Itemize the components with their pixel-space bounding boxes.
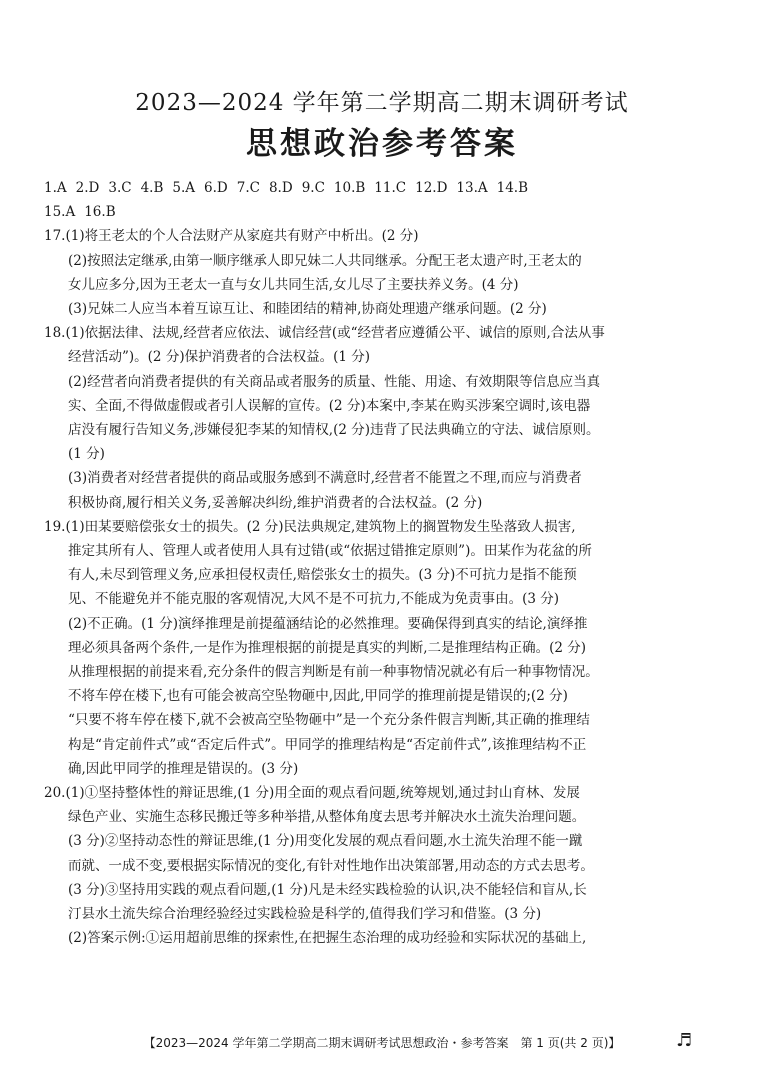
answer-line: 理必须具备两个条件,一是作为推理根据的前提是真实的判断,二是推理结构正确。(2 分) [68, 639, 586, 656]
question-19-answer [44, 515, 724, 781]
answer-line: (3)兄妹二人应当本着互谅互让、和睦团结的精神,协商处理遗产继承问题。(2 分) [68, 301, 547, 318]
page-footer: 【2023—2024 学年第二学期高二期末调研考试思想政治・参考答案 第 1 页(共 2 页)】 [143, 1036, 621, 1050]
answer-line: 实、全面,不得做虚假或者引人误解的宣传。(2 分)本案中,李某在购买涉案空调时,该电器 [68, 397, 591, 414]
answer-line: (2)经营者向消费者提供的有关商品或者服务的质量、性能、用途、有效期限等信息应当真 [68, 373, 601, 390]
answer-line: (2)不正确。(1 分)演绎推理是前提蕴涵结论的必然推理。要确保得到真实的结论,演绎推 [68, 615, 588, 632]
multiple-choice-answers [44, 176, 724, 224]
choice-answer: 16.B [84, 204, 116, 221]
choice-answer: 2.D [75, 180, 100, 196]
answer-line: 19.(1)田某要赔偿张女士的损失。(2 分)民法典规定,建筑物上的搁置物发生坠落致人损害, [44, 518, 576, 535]
answer-line: 17.(1)将王老太的个人合法财产从家庭共有财产中析出。(2 分) [44, 228, 419, 245]
choice-answer: 12.D [415, 180, 448, 196]
answer-line: 不将车停在楼下,也有可能会被高空坠物砸中,因此,甲同学的推理前提是错误的;(2 分) [68, 688, 568, 705]
choice-answer: 8.D [268, 180, 293, 196]
answer-line: (3 分)③坚持用实践的观点看问题,(1 分)凡是未经实践检验的认识,决不能轻信和盲从,长 [68, 881, 587, 898]
answer-line: 20.(1)①坚持整体性的辩证思维,(1 分)用全面的观点看问题,统筹规划,通过封山育林、发展 [44, 785, 580, 802]
question-17-answer [44, 224, 724, 321]
answer-line: 构是“肯定前件式”或“否定后件式”。甲同学的推理结构是“否定前件式”,该推理结构不正 [68, 736, 587, 753]
choice-answer: 5.A [172, 180, 196, 196]
answer-line: (3)消费者对经营者提供的商品或服务感到不满意时,经营者不能置之不理,而应与消费者 [68, 470, 582, 487]
choice-answer: 3.C [108, 180, 132, 196]
choice-answer: 9.C [301, 180, 325, 196]
choice-answer: 11.C [374, 180, 407, 196]
answer-line: 绿色产业、实施生态移民搬迁等多种举措,从整体角度去思考并解决水土流失治理问题。 [68, 809, 586, 826]
page-title: 思想政治参考答案 [246, 126, 518, 162]
choice-answer: 4.B [140, 180, 164, 196]
answer-line: 从推理根据的前提来看,充分条件的假言判断是有前一种事物情况就必有后一种事物情况。 [68, 664, 599, 681]
choice-answer: 13.A [456, 180, 488, 196]
answer-line: “只要不将车停在楼下,就不会被高空坠物砸中”是一个充分条件假言判断,其正确的推理结 [68, 712, 590, 729]
choice-answer: 14.B [496, 180, 529, 196]
answer-line: (3 分)②坚持动态性的辩证思维,(1 分)用变化发展的观点看问题,水土流失治理不能一蹴 [68, 833, 583, 850]
choice-answer: 15.A [44, 204, 76, 221]
answer-line: 18.(1)依据法律、法规,经营者应依法、诚信经营(或“经营者应遵循公平、诚信的原则,合法从事 [44, 325, 605, 342]
exam-title: 2023—2024 学年第二学期高二期末调研考试 [135, 90, 629, 116]
question-20-answer [44, 781, 724, 950]
answer-line: 汀县水土流失综合治理经验经过实践检验是科学的,值得我们学习和借鉴。(3 分) [68, 906, 542, 923]
choice-answer: 10.B [333, 180, 366, 196]
answer-line: 见、不能避免并不能克服的客观情况,大风不是不可抗力,不能成为免责事由。(3 分) [68, 591, 559, 608]
answer-line: (1 分) [68, 446, 105, 463]
answer-line: 积极协商,履行相关义务,妥善解决纠纷,维护消费者的合法权益。(2 分) [68, 494, 483, 511]
answer-line: 店没有履行告知义务,涉嫌侵犯李某的知情权,(2 分)违背了民法典确立的守法、诚信原则。 [68, 422, 600, 439]
answer-line: 经营活动”)。(2 分)保护消费者的合法权益。(1 分) [68, 349, 370, 366]
answer-line: 女儿应多分,因为王老太一直与女儿共同生活,女儿尽了主要扶养义务。(4 分) [68, 276, 519, 293]
choice-answer: 7.C [236, 180, 260, 196]
answer-content [44, 176, 724, 951]
question-18-answer [44, 321, 724, 515]
choice-answer: 6.D [204, 180, 228, 196]
choice-answer: 1.A [44, 180, 67, 196]
answer-line: (2)按照法定继承,由第一顺序继承人即兄妹二人共同继承。分配王老太遗产时,王老太的 [68, 252, 582, 269]
answer-line: 确,因此甲同学的推理是错误的。(3 分) [68, 760, 299, 777]
music-note-icon: ♬ [676, 1030, 693, 1051]
answer-line: (2)答案示例:①运用超前思维的探索性,在把握生态治理的成功经验和实际状况的基础上, [68, 930, 587, 947]
answer-line: 有人,未尽到管理义务,应承担侵权责任,赔偿张女士的损失。(3 分)不可抗力是指不能预 [68, 567, 577, 584]
answer-line: 而就、一成不变,要根据实际情况的变化,有针对性地作出决策部署,用动态的方式去思考。 [68, 857, 594, 874]
answer-line: 推定其所有人、管理人或者使用人具有过错(或“依据过错推定原则”)。田某作为花盆的所 [68, 543, 592, 560]
